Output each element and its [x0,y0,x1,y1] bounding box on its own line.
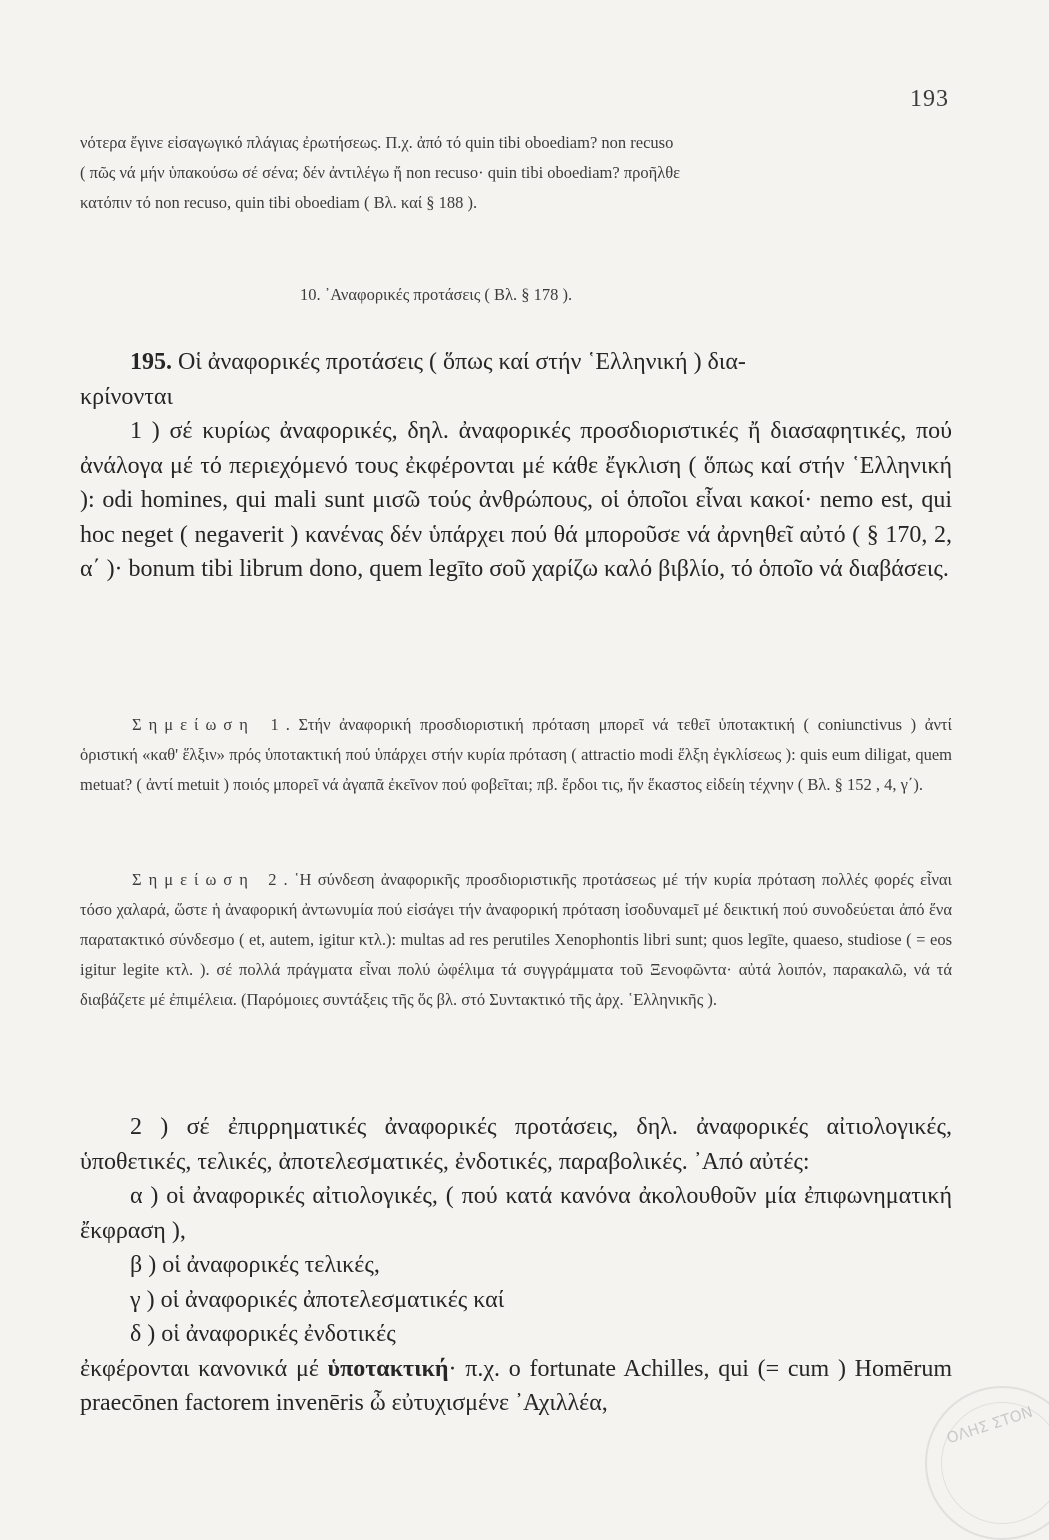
page-number: 193 [910,86,949,112]
subitem-b: β ) οἱ ἀναφορικές τελικές, [130,1252,380,1278]
item-1-paragraph: 1 ) σέ κυρίως ἀναφορικές, δηλ. ἀναφορικές προσδιοριστικές ἤ διασαφητικές, πού ἀνάλογα μέ τό περιεχόμενό τους ἐκφέρονται μέ κάθε ἔγκλιση ( ὅπως καί στήν ῾Ελληνική ): odi homines, qui mali sunt μισῶ τούς ἀνθρώπους, οἱ ὁποῖοι εἶναι κακοί· nemo est, qui hoc neget ( negaverit ) κανένας δέν ὑπάρχει πού θά μποροῦσε νά ἀρνηθεῖ αὐτό ( § 170, 2, α΄ )· bonum tibi librum dono, quem legīto σοῦ χαρίζω καλό βιβλίο, τό ὁποῖο νά διαβάσεις. [80,418,952,582]
note-label: Σημείωση 1 [132,715,286,734]
item-2 [80,1110,952,1421]
subheading: 10. ᾿Αναφορικές προτάσεις ( Βλ. § 178 ). [300,285,573,304]
item-2-intro: 2 ) σέ ἐπιρρηματικές ἀναφορικές προτάσεις, δηλ. ἀναφορικές αἰτιολογικές, ὑποθετικές, τελικές, ἀποτελεσματικές, ἐνδοτικές, παραβολικές. ᾿Από αὐτές: [80,1114,952,1175]
stamp-text: ΟΛΗΣ ΣΤΟΝ [944,1402,1035,1448]
note-2 [80,865,952,1015]
closing-paragraph [80,1352,952,1421]
closing-bold: ὑποτακτική [327,1355,449,1382]
section-text: κρίνονται [80,383,173,410]
note-paragraph [80,710,952,800]
subitem-a: α ) οἱ ἀναφορικές αἰτιολογικές, ( πού κατά κανόνα ἀκολουθοῦν μία ἐπιφωνηματική ἔκφραση ), [80,1183,952,1244]
intro-line: κατόπιν τό non recuso, quin tibi oboediam ( Βλ. καί § 188 ). [80,193,478,212]
intro-paragraph [80,128,952,218]
section-195 [80,345,952,587]
section-195-heading [80,345,952,380]
subitem-d: δ ) οἱ ἀναφορικές ἐνδοτικές [130,1321,396,1347]
intro-line: νότερα ἔγινε εἰσαγωγικό πλάγιας ἐρωτήσεως. Π.χ. ἀπό τό quin tibi oboediam? non recuso [80,133,674,152]
note-paragraph [80,865,952,1015]
section-number: 195. [130,349,172,375]
subitem-c: γ ) οἱ ἀναφορικές ἀποτελεσματικές καί [130,1286,505,1313]
note-text: . Στήν ἀναφορική προσδιοριστική πρόταση μπορεῖ νά τεθεῖ ὑποτακτική ( coniunctivus ) ἀντί ὁριστική «καθ' ἕλξιν» πρός ὑποτακτική πού ὑπάρχει στήν κυρία πρόταση ( attractio modi ἕλξη ἐγκλίσεως ): quis eum diligat, quem metuat? ( ἀντί metuit ) ποιός μπορεῖ νά ἀγαπᾶ ἐκεῖνον πού φοβεῖται; πβ. ἔρδοι τις, ἥν ἕκαστος εἰδείη τέχνην ( Βλ. § 152 , 4, γ΄). [80,715,952,794]
section-text: Οἱ ἀναφορικές προτάσεις ( ὅπως καί στήν ῾Ελληνική ) δια- [172,349,746,375]
note-text: . ῾Η σύνδεση ἀναφορικῆς προσδιοριστικῆς προτάσεως μέ τήν κυρία πρόταση πολλές φορές εἶναι τόσο χαλαρά, ὥστε ἡ ἀναφορική ἀντωνυμία πού εἰσάγει τήν ἀναφορική πρόταση ἰσοδυναμεῖ μέ δεικτική πού συνοδεύεται ἀπό ἕνα παρατακτικό σύνδεσμο ( et, autem, igitur κτλ.): multas ad res perutiles Xenophontis libri sunt; quos legīte, quaeso, studiose ( = eos igitur legite κτλ. ). σέ πολλά πράγματα εἶναι πολύ ὠφέλιμα τά συγγράμματα τοῦ Ξενοφῶντα· αὐτά λοιπόν, παρακαλῶ, νά τά διαβάζετε μέ ἐπιμέλεια. (Παρόμοιες συντάξεις τῆς ὅς βλ. στό Συντακτικό τῆς ἀρχ. ῾Ελληνικῆς ). [80,870,952,1009]
note-label: Σημείωση 2 [132,870,284,889]
note-1 [80,710,952,800]
intro-line: ( πῶς νά μήν ὑπακούσω σέ σένα; δέν ἀντιλέγω ἤ non recuso· quin tibi oboediam? προῆλθε [80,163,681,182]
closing-text: · π.χ. o fortunate Achilles, qui (= cum ) Homērum praecōnen factorem invenēris ὦ εὐτυχισμένε ᾿Αχιλλέα, [80,1355,952,1416]
closing-text: ἐκφέρονται κανονικά μέ [80,1355,328,1382]
